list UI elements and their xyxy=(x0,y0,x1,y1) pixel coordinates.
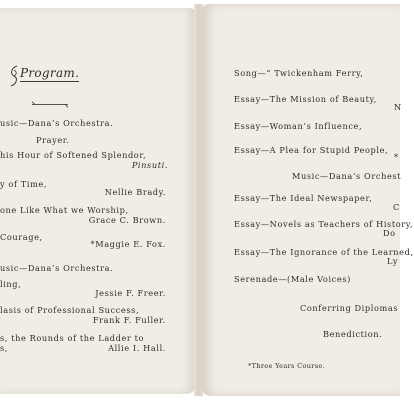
left-page xyxy=(0,8,196,394)
right-page xyxy=(201,4,414,396)
program-line: Jessie F. Freer. xyxy=(95,288,166,298)
program-line: Do xyxy=(383,228,396,238)
program-line: Essay—The Ignorance of the Learned, xyxy=(234,247,414,257)
program-line: Pinsuti. xyxy=(131,160,168,170)
program-line: Essay—The Mission of Beauty, xyxy=(234,94,377,104)
program-line: y of Time, xyxy=(0,179,48,189)
program-line: Conferring Diplomas xyxy=(300,303,399,313)
program-line: one Like What we Worship, xyxy=(0,205,129,215)
program-line: lasis of Professional Success, xyxy=(0,305,140,315)
program-line: Serenade—(Male Voices) xyxy=(234,274,351,284)
program-line: *Maggie E. Fox. xyxy=(90,239,166,249)
program-line: Benediction. xyxy=(323,329,383,339)
program-line: ling, xyxy=(0,279,22,289)
program-line: Courage, xyxy=(0,232,43,242)
program-line: usic—Dana’s Orchestra. xyxy=(0,263,114,273)
program-line: Nellie Brady. xyxy=(104,187,166,197)
program-line: Grace C. Brown. xyxy=(88,215,166,225)
footnote: *Three Years Course. xyxy=(248,362,326,370)
program-line: * xyxy=(394,152,399,162)
program-line: Essay—Novels as Teachers of History, xyxy=(234,219,414,229)
program-line: Song—“ Twickenham Ferry, xyxy=(234,68,364,78)
program-line: N xyxy=(394,102,402,112)
program-line: s, the Rounds of the Ladder to xyxy=(0,333,145,343)
program-line: Music—Dana’s Orchest xyxy=(292,171,402,181)
program-line: Ly xyxy=(387,256,399,266)
program-line: Allie I. Hall. xyxy=(108,343,166,353)
program-line: his Hour of Softened Splendor, xyxy=(0,150,147,160)
program-line: C xyxy=(393,202,400,212)
program-line: Essay—The Ideal Newspaper, xyxy=(234,193,373,203)
program-line: Prayer. xyxy=(36,135,70,145)
program-line: Essay—A Plea for Stupid People, xyxy=(234,145,389,155)
program-line: Frank F. Fuller. xyxy=(92,315,166,325)
program-line: s, xyxy=(0,343,9,353)
ornamental-divider xyxy=(32,104,68,105)
program-line: usic—Dana’s Orchestra. xyxy=(0,118,114,128)
program-title: Program. xyxy=(20,66,80,80)
program-line: Essay—Woman’s Influence, xyxy=(234,121,363,131)
